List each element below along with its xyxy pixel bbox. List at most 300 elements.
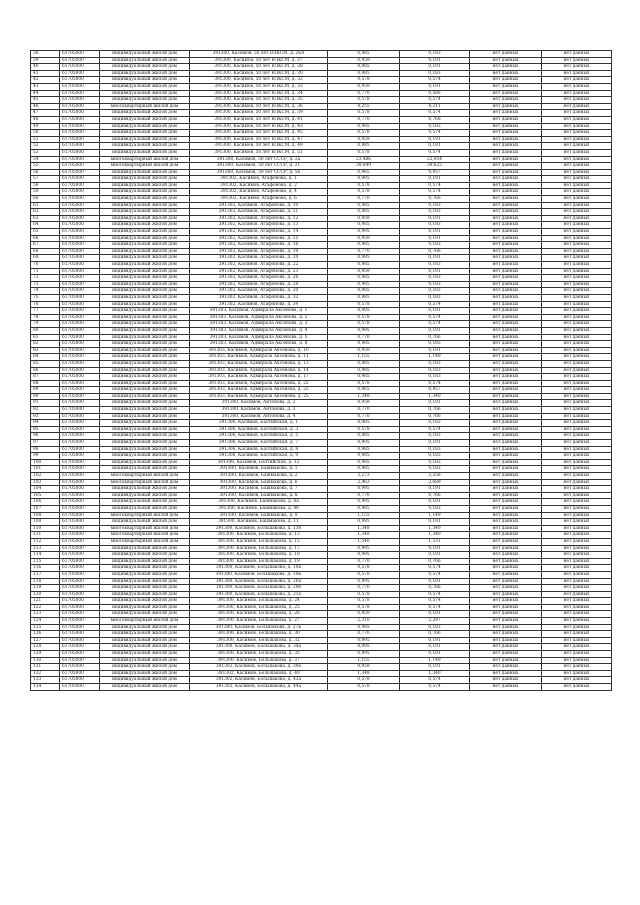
table-row <box>31 400 612 407</box>
value-a-cell: 4,255 <box>328 103 400 110</box>
address-cell: 391300, Касимов, 50 лет ВЛКСМ, д. 36 <box>190 103 328 110</box>
value-a-cell: 0,578 <box>328 426 400 433</box>
oktmo-code-cell: 61705000 <box>60 591 100 598</box>
row-number-cell: 124 <box>31 618 60 625</box>
status-a-cell: нет данных <box>470 684 542 691</box>
address-cell: 391300, Касимов, Большакова, д. 20б <box>190 585 328 592</box>
row-number-cell: 116 <box>31 565 60 572</box>
row-number-cell: 81 <box>31 334 60 341</box>
building-type-cell: индивидуальный жилой дом <box>100 215 190 222</box>
building-type-cell: индивидуальный жилой дом <box>100 110 190 117</box>
building-type-cell: индивидуальный жилой дом <box>100 77 190 84</box>
oktmo-code-cell: 61705000 <box>60 77 100 84</box>
status-a-cell: нет данных <box>470 51 542 58</box>
address-cell: 391300, Касимов, Большакова, д. 13 <box>190 532 328 539</box>
value-a-cell: 0,985 <box>328 374 400 381</box>
address-cell: 391302, Касимов, Агафонова, д. 4 <box>190 189 328 196</box>
oktmo-code-cell: 61705000 <box>60 459 100 466</box>
table-row <box>31 644 612 651</box>
value-b-cell: 0,566 <box>400 90 470 97</box>
building-type-cell: индивидуальный жилой дом <box>100 275 190 282</box>
address-cell: 391300, Касимов, 50 лет ВЛКСМ, д. 49 <box>190 143 328 150</box>
value-a-cell: 0,985 <box>328 341 400 348</box>
status-b-cell: нет данных <box>542 486 612 493</box>
value-a-cell: 0,995 <box>328 519 400 526</box>
table-row <box>31 637 612 644</box>
oktmo-code-cell: 61705000 <box>60 347 100 354</box>
building-type-cell: индивидуальный жилой дом <box>100 380 190 387</box>
address-cell: 391300, Касимов, 50 лет ВЛКСМ, д. 51 <box>190 149 328 156</box>
status-b-cell: нет данных <box>542 347 612 354</box>
table-row <box>31 222 612 229</box>
value-a-cell: 0,578 <box>328 604 400 611</box>
row-number-cell: 100 <box>31 459 60 466</box>
table-row <box>31 413 612 420</box>
status-a-cell: нет данных <box>470 196 542 203</box>
address-cell: 391300, Касимов, Большакова, д. 20а <box>190 578 328 585</box>
address-cell: 391300, Касимов, 50 лет ВЛКСМ, д. 43 <box>190 123 328 130</box>
status-a-cell: нет данных <box>470 519 542 526</box>
value-b-cell: 0,183 <box>400 466 470 473</box>
value-a-cell: 1,155 <box>328 657 400 664</box>
table-row <box>31 677 612 684</box>
oktmo-code-cell: 61705000 <box>60 657 100 664</box>
value-b-cell: 4,211 <box>400 103 470 110</box>
address-cell: 391300, Касимов, 50 лет ВЛКСМ, д. 34 <box>190 90 328 97</box>
status-b-cell: нет данных <box>542 684 612 691</box>
status-b-cell: нет данных <box>542 354 612 361</box>
row-number-cell: 82 <box>31 341 60 348</box>
status-a-cell: нет данных <box>470 664 542 671</box>
value-b-cell: 2,689 <box>400 479 470 486</box>
value-a-cell: 0,578 <box>328 380 400 387</box>
value-a-cell: 0,985 <box>328 433 400 440</box>
value-b-cell: 0,574 <box>400 380 470 387</box>
oktmo-code-cell: 61705000 <box>60 163 100 170</box>
building-type-cell: индивидуальный жилой дом <box>100 149 190 156</box>
value-b-cell: 1,340 <box>400 525 470 532</box>
row-number-cell: 107 <box>31 505 60 512</box>
value-b-cell: 0,191 <box>400 83 470 90</box>
status-b-cell: нет данных <box>542 281 612 288</box>
status-a-cell: нет данных <box>470 578 542 585</box>
status-b-cell: нет данных <box>542 51 612 58</box>
oktmo-code-cell: 61705000 <box>60 380 100 387</box>
value-a-cell: 0,995 <box>328 637 400 644</box>
table-row <box>31 130 612 137</box>
status-a-cell: нет данных <box>470 360 542 367</box>
value-b-cell: 0,574 <box>400 301 470 308</box>
row-number-cell: 108 <box>31 512 60 519</box>
address-cell: 391300, Касимов, Башмакова, д. 7 <box>190 486 328 493</box>
oktmo-code-cell: 61705000 <box>60 479 100 486</box>
row-number-cell: 54 <box>31 156 60 163</box>
value-b-cell: 0,191 <box>400 64 470 71</box>
address-cell: 391300, Касимов, 50 лет ВЛКСМ, д. 28 <box>190 64 328 71</box>
address-cell: 391303, Касимов, Адмирала Аксенова, д. 25 <box>190 393 328 400</box>
address-cell: 391300, Касимов, Большакова, д. 15 <box>190 538 328 545</box>
building-type-cell: многоквартирный жилой дом <box>100 618 190 625</box>
address-cell: 391302, Касимов, Большакова, д. 40 <box>190 670 328 677</box>
table-row <box>31 684 612 691</box>
oktmo-code-cell: 61705000 <box>60 110 100 117</box>
address-cell: 391300, Касимов, Большакова, д. 35 <box>190 651 328 658</box>
building-type-cell: индивидуальный жилой дом <box>100 136 190 143</box>
status-a-cell: нет данных <box>470 321 542 328</box>
value-b-cell: 0,574 <box>400 130 470 137</box>
status-a-cell: нет данных <box>470 209 542 216</box>
status-b-cell: нет данных <box>542 651 612 658</box>
value-a-cell: 0,995 <box>328 644 400 651</box>
value-a-cell: 0,985 <box>328 64 400 71</box>
oktmo-code-cell: 61705000 <box>60 169 100 176</box>
value-b-cell: 0,574 <box>400 604 470 611</box>
address-cell: 391302, Касимов, Агафонова, д. 10 <box>190 202 328 209</box>
value-b-cell: 0,191 <box>400 229 470 236</box>
table-row <box>31 505 612 512</box>
row-number-cell: 130 <box>31 657 60 664</box>
address-cell: 391306, Касимов, Балтийская, д. 5 <box>190 433 328 440</box>
value-b-cell: 1,149 <box>400 512 470 519</box>
status-b-cell: нет данных <box>542 479 612 486</box>
address-cell: 391302, Касимов, Агафонова, д. 2 <box>190 182 328 189</box>
value-b-cell: 0,191 <box>400 637 470 644</box>
value-b-cell: 0,574 <box>400 182 470 189</box>
building-type-cell: индивидуальный жилой дом <box>100 255 190 262</box>
row-number-cell: 113 <box>31 545 60 552</box>
address-cell: 391302, Касимов, Агафонова, д. 32 <box>190 294 328 301</box>
row-number-cell: 59 <box>31 189 60 196</box>
oktmo-code-cell: 61705000 <box>60 367 100 374</box>
building-type-cell: индивидуальный жилой дом <box>100 585 190 592</box>
value-b-cell: 0,191 <box>400 57 470 64</box>
value-b-cell: 0,191 <box>400 545 470 552</box>
address-cell: 391300, Касимов, Башмакова, д. 1 <box>190 466 328 473</box>
value-a-cell: 0,959 <box>328 215 400 222</box>
status-a-cell: нет данных <box>470 618 542 625</box>
status-b-cell: нет данных <box>542 268 612 275</box>
status-a-cell: нет данных <box>470 426 542 433</box>
status-b-cell: нет данных <box>542 255 612 262</box>
table-row <box>31 248 612 255</box>
status-a-cell: нет данных <box>470 169 542 176</box>
building-type-cell: индивидуальный жилой дом <box>100 440 190 447</box>
oktmo-code-cell: 61705000 <box>60 294 100 301</box>
value-a-cell: 0,995 <box>328 308 400 315</box>
oktmo-code-cell: 61705000 <box>60 486 100 493</box>
status-a-cell: нет данных <box>470 459 542 466</box>
row-number-cell: 48 <box>31 116 60 123</box>
oktmo-code-cell: 61705000 <box>60 393 100 400</box>
table-row <box>31 110 612 117</box>
status-a-cell: нет данных <box>470 492 542 499</box>
row-number-cell: 64 <box>31 222 60 229</box>
value-a-cell: 0,578 <box>328 314 400 321</box>
building-type-cell: индивидуальный жилой дом <box>100 176 190 183</box>
value-a-cell: 0,985 <box>328 242 400 249</box>
value-b-cell: 0,183 <box>400 123 470 130</box>
address-cell: 391302, Касимов, Агафонова, д. 1 <box>190 176 328 183</box>
oktmo-code-cell: 61705000 <box>60 413 100 420</box>
building-type-cell: индивидуальный жилой дом <box>100 97 190 104</box>
table-row <box>31 275 612 282</box>
building-type-cell: индивидуальный жилой дом <box>100 657 190 664</box>
oktmo-code-cell: 61705000 <box>60 644 100 651</box>
status-a-cell: нет данных <box>470 473 542 480</box>
value-b-cell: 0,574 <box>400 684 470 691</box>
value-b-cell: 0,191 <box>400 143 470 150</box>
status-b-cell: нет данных <box>542 275 612 282</box>
address-cell: 391302, Касимов, Агафонова, д. 22 <box>190 262 328 269</box>
status-b-cell: нет данных <box>542 248 612 255</box>
value-b-cell: 0,183 <box>400 294 470 301</box>
address-cell: 391300, Касимов, Большакова, д. 19Б <box>190 571 328 578</box>
oktmo-code-cell: 61705000 <box>60 360 100 367</box>
row-number-cell: 103 <box>31 479 60 486</box>
value-b-cell: 0,191 <box>400 327 470 334</box>
building-type-cell: индивидуальный жилой дом <box>100 664 190 671</box>
status-a-cell: нет данных <box>470 400 542 407</box>
building-type-cell: индивидуальный жилой дом <box>100 196 190 203</box>
value-a-cell: 0,578 <box>328 677 400 684</box>
status-b-cell: нет данных <box>542 182 612 189</box>
status-a-cell: нет данных <box>470 327 542 334</box>
status-a-cell: нет данных <box>470 97 542 104</box>
address-cell: 391306, Касимов, Балтийская, д. 8 <box>190 446 328 453</box>
oktmo-code-cell: 61705000 <box>60 651 100 658</box>
table-row <box>31 169 612 176</box>
status-b-cell: нет данных <box>542 624 612 631</box>
oktmo-code-cell: 61705000 <box>60 64 100 71</box>
address-cell: 391300, Касимов, 50 лет СССР, д. 56 <box>190 169 328 176</box>
row-number-cell: 71 <box>31 268 60 275</box>
value-a-cell: 1,348 <box>328 393 400 400</box>
value-b-cell: 22,954 <box>400 156 470 163</box>
oktmo-code-cell: 61705000 <box>60 189 100 196</box>
table-row <box>31 215 612 222</box>
value-b-cell: 0,191 <box>400 651 470 658</box>
value-b-cell: 1,340 <box>400 670 470 677</box>
address-cell: 391300, Касимов, 50 лет ВЛКСМ, д. 26А <box>190 51 328 58</box>
building-type-cell: индивидуальный жилой дом <box>100 130 190 137</box>
value-a-cell: 0,578 <box>328 97 400 104</box>
value-b-cell: 0,191 <box>400 176 470 183</box>
table-row <box>31 255 612 262</box>
value-a-cell: 0,985 <box>328 202 400 209</box>
row-number-cell: 68 <box>31 248 60 255</box>
oktmo-code-cell: 61705000 <box>60 149 100 156</box>
address-cell: 391302, Касимов, Большакова, д. 44а <box>190 684 328 691</box>
building-type-cell: индивидуальный жилой дом <box>100 182 190 189</box>
status-a-cell: нет данных <box>470 163 542 170</box>
table-row <box>31 473 612 480</box>
value-b-cell: 0,766 <box>400 334 470 341</box>
row-number-cell: 99 <box>31 453 60 460</box>
row-number-cell: 78 <box>31 314 60 321</box>
value-a-cell: 0,959 <box>328 268 400 275</box>
table-row <box>31 479 612 486</box>
table-row <box>31 360 612 367</box>
value-a-cell: 0,995 <box>328 176 400 183</box>
status-b-cell: нет данных <box>542 505 612 512</box>
status-a-cell: нет данных <box>470 110 542 117</box>
oktmo-code-cell: 61705000 <box>60 433 100 440</box>
status-a-cell: нет данных <box>470 83 542 90</box>
status-b-cell: нет данных <box>542 631 612 638</box>
oktmo-code-cell: 61705000 <box>60 176 100 183</box>
row-number-cell: 79 <box>31 321 60 328</box>
value-b-cell: 0,574 <box>400 314 470 321</box>
value-b-cell: 0,574 <box>400 677 470 684</box>
oktmo-code-cell: 61705000 <box>60 611 100 618</box>
table-row <box>31 631 612 638</box>
address-cell: 391300, Касимов, Башмакова, д. 9 <box>190 512 328 519</box>
value-b-cell: 0,191 <box>400 268 470 275</box>
table-row <box>31 64 612 71</box>
status-b-cell: нет данных <box>542 604 612 611</box>
oktmo-code-cell: 61705000 <box>60 222 100 229</box>
table-row <box>31 341 612 348</box>
table-row <box>31 123 612 130</box>
value-a-cell: 0,578 <box>328 571 400 578</box>
oktmo-code-cell: 61705000 <box>60 664 100 671</box>
table-row <box>31 163 612 170</box>
value-b-cell: 1,531 <box>400 538 470 545</box>
value-a-cell: 0,985 <box>328 70 400 77</box>
status-a-cell: нет данных <box>470 611 542 618</box>
value-b-cell: 1,149 <box>400 354 470 361</box>
value-b-cell: 0,191 <box>400 664 470 671</box>
address-cell: 391306, Касимов, Балтийская, д. 3 <box>190 426 328 433</box>
address-cell: 391300, Касимов, Большакова, д. 27 <box>190 618 328 625</box>
status-b-cell: нет данных <box>542 90 612 97</box>
table-row <box>31 57 612 64</box>
row-number-cell: 123 <box>31 611 60 618</box>
status-a-cell: нет данных <box>470 677 542 684</box>
table-row <box>31 182 612 189</box>
building-type-cell: индивидуальный жилой дом <box>100 235 190 242</box>
oktmo-code-cell: 61705000 <box>60 90 100 97</box>
value-b-cell: 0,574 <box>400 189 470 196</box>
status-a-cell: нет данных <box>470 453 542 460</box>
table-row <box>31 585 612 592</box>
table-row <box>31 97 612 104</box>
value-b-cell: 0,183 <box>400 275 470 282</box>
status-b-cell: нет данных <box>542 83 612 90</box>
oktmo-code-cell: 61705000 <box>60 407 100 414</box>
value-a-cell: 0,959 <box>328 136 400 143</box>
value-a-cell: 0,985 <box>328 222 400 229</box>
value-a-cell: 0,959 <box>328 400 400 407</box>
value-a-cell: 1,348 <box>328 525 400 532</box>
value-b-cell: 0,191 <box>400 255 470 262</box>
table-row <box>31 578 612 585</box>
value-a-cell: 0,770 <box>328 248 400 255</box>
row-number-cell: 132 <box>31 670 60 677</box>
building-type-cell: индивидуальный жилой дом <box>100 552 190 559</box>
row-number-cell: 97 <box>31 440 60 447</box>
table-row <box>31 301 612 308</box>
row-number-cell: 112 <box>31 538 60 545</box>
table-row <box>31 288 612 295</box>
value-a-cell: 39,849 <box>328 163 400 170</box>
table-row <box>31 598 612 605</box>
building-type-cell: индивидуальный жилой дом <box>100 51 190 58</box>
status-b-cell: нет данных <box>542 387 612 394</box>
value-b-cell: 0,574 <box>400 598 470 605</box>
status-b-cell: нет данных <box>542 393 612 400</box>
address-cell: 391302, Касимов, Агафонова, д. 30 <box>190 288 328 295</box>
building-type-cell: индивидуальный жилой дом <box>100 308 190 315</box>
status-b-cell: нет данных <box>542 611 612 618</box>
status-b-cell: нет данных <box>542 314 612 321</box>
oktmo-code-cell: 61705000 <box>60 519 100 526</box>
building-type-cell: индивидуальный жилой дом <box>100 242 190 249</box>
value-a-cell: 0,959 <box>328 57 400 64</box>
address-cell: 391306, Касимов, Балтийская, д. 12 <box>190 459 328 466</box>
oktmo-code-cell: 61705000 <box>60 400 100 407</box>
status-b-cell: нет данных <box>542 433 612 440</box>
building-type-cell: индивидуальный жилой дом <box>100 334 190 341</box>
status-a-cell: нет данных <box>470 538 542 545</box>
status-b-cell: нет данных <box>542 407 612 414</box>
address-cell: 391303, Касимов, Адмирала Аксенова, д. 22 <box>190 380 328 387</box>
oktmo-code-cell: 61705000 <box>60 578 100 585</box>
value-a-cell: 0,985 <box>328 123 400 130</box>
value-a-cell: 0,959 <box>328 611 400 618</box>
table-row <box>31 374 612 381</box>
status-b-cell: нет данных <box>542 341 612 348</box>
table-row <box>31 433 612 440</box>
row-number-cell: 128 <box>31 644 60 651</box>
value-a-cell: 0,770 <box>328 492 400 499</box>
table-row <box>31 499 612 506</box>
value-b-cell: 0,183 <box>400 453 470 460</box>
status-b-cell: нет данных <box>542 130 612 137</box>
status-a-cell: нет данных <box>470 156 542 163</box>
value-a-cell: 0,770 <box>328 90 400 97</box>
value-a-cell: 0,578 <box>328 321 400 328</box>
building-type-cell: многоквартирный жилой дом <box>100 538 190 545</box>
value-b-cell: 0,191 <box>400 519 470 526</box>
status-a-cell: нет данных <box>470 294 542 301</box>
status-b-cell: нет данных <box>542 235 612 242</box>
building-type-cell: индивидуальный жилой дом <box>100 420 190 427</box>
row-number-cell: 75 <box>31 294 60 301</box>
table-row <box>31 347 612 354</box>
status-a-cell: нет данных <box>470 268 542 275</box>
oktmo-code-cell: 61705000 <box>60 571 100 578</box>
status-b-cell: нет данных <box>542 380 612 387</box>
row-number-cell: 43 <box>31 83 60 90</box>
status-a-cell: нет данных <box>470 202 542 209</box>
building-type-cell: индивидуальный жилой дом <box>100 446 190 453</box>
status-b-cell: нет данных <box>542 637 612 644</box>
row-number-cell: 102 <box>31 473 60 480</box>
value-b-cell: 0,191 <box>400 552 470 559</box>
oktmo-code-cell: 61705000 <box>60 229 100 236</box>
oktmo-code-cell: 61705000 <box>60 202 100 209</box>
value-a-cell: 0,985 <box>328 466 400 473</box>
value-b-cell: 0,766 <box>400 585 470 592</box>
status-a-cell: нет данных <box>470 288 542 295</box>
row-number-cell: 114 <box>31 552 60 559</box>
value-b-cell: 0,766 <box>400 413 470 420</box>
oktmo-code-cell: 61705000 <box>60 466 100 473</box>
status-b-cell: нет данных <box>542 413 612 420</box>
address-cell: 391300, Касимов, Большакова, д. 17 <box>190 545 328 552</box>
building-type-cell: индивидуальный жилой дом <box>100 209 190 216</box>
